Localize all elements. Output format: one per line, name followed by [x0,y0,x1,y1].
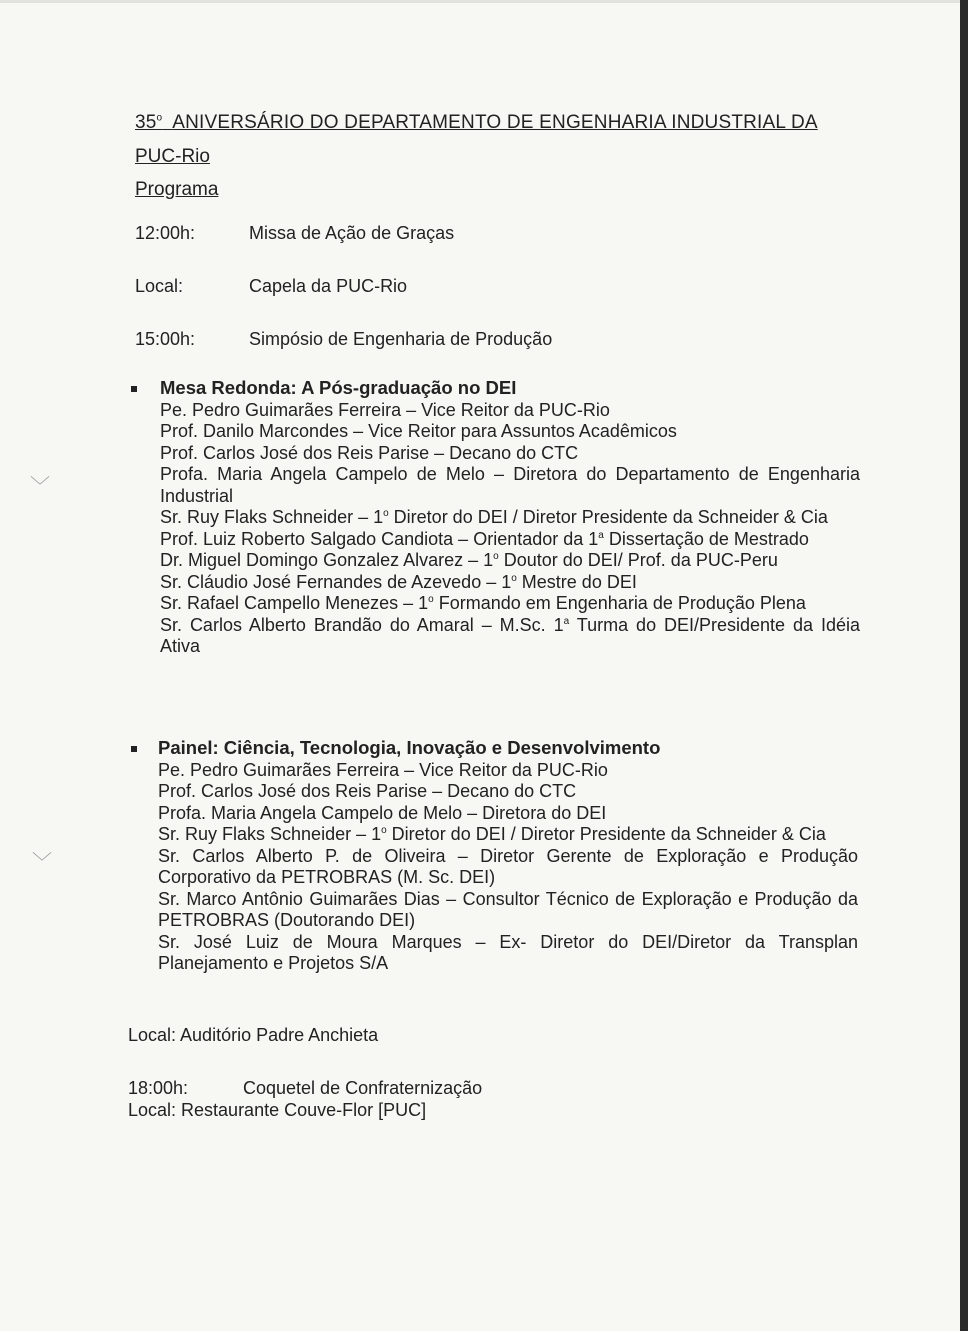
document-subtitle: Programa [135,179,219,200]
footer-event: Coquetel de Confraternização [243,1078,483,1098]
painel-section [158,737,858,975]
schedule-event: Simpósio de Engenharia de Produção [249,329,553,349]
scan-artifact-mark: ﹀ [30,476,50,498]
document-title-continued: PUC-Rio [135,146,210,167]
bullet-icon [131,386,137,392]
participant-line: Profa. Maria Angela Campelo de Melo – Diretora do DEI [158,802,607,823]
participant-line: Pe. Pedro Guimarães Ferreira – Vice Reitor da PUC-Rio [160,399,610,420]
participant-line: Sr. Ruy Flaks Schneider – 1$^o$ Diretor do DEI / Diretor Presidente da Schneider & Cia [160,507,828,527]
section-heading: Painel: Ciência, Tecnologia, Inovação e Desenvolvimento [158,737,661,758]
participant-line: Sr. Ruy Flaks Schneider – 1$^o$ Diretor do DEI / Diretor Presidente da Schneider & Cia [158,824,826,844]
participant-line: Prof. Luiz Roberto Salgado Candiota – Orientador da 1$^a$ Dissertação de Mestrado [160,528,809,549]
document-title: 35$^o$ ANIVERSÁRIO DO DEPARTAMENTO DE ENGENHARIA INDUSTRIAL DA [135,112,818,133]
participant-line: Profa. Maria Angela Campelo de Melo – Diretora do Departamento de Engenharia Industrial [160,464,860,506]
participant-line: Prof. Danilo Marcondes – Vice Reitor para Assuntos Acadêmicos [160,421,677,441]
schedule-event: Missa de Ação de Graças [249,223,455,243]
scan-artifact-mark: ﹀ [32,852,52,874]
scan-right-edge [960,0,968,1331]
schedule-time: 12:00h: [135,223,196,243]
schedule-local: Capela da PUC-Rio [249,276,408,296]
scan-top-edge [0,0,968,3]
participant-line: Sr. Cláudio José Fernandes de Azevedo – 1$^o$ Mestre do DEI [160,571,637,592]
participant-line: Sr. José Luiz de Moura Marques – Ex- Diretor do DEI/Diretor da Transplan Planejamento e Projetos S/A [158,931,858,973]
mesa-redonda-section [160,377,860,658]
footer-local: Local: Auditório Padre Anchieta [128,1025,379,1045]
participant-line: Sr. Carlos Alberto P. de Oliveira – Diretor Gerente de Exploração e Produção Corporativo da PETROBRAS (M. Sc. DEI) [158,845,858,887]
section-heading: Mesa Redonda: A Pós-graduação no DEI [160,377,517,398]
schedule-time: 15:00h: [135,329,196,349]
footer-time-label: 18:00h: [128,1078,189,1098]
participant-line: Sr. Marco Antônio Guimarães Dias – Consultor Técnico de Exploração e Produção da PETROBRAS (Doutorando DEI) [158,888,858,930]
footer-local: Local: Restaurante Couve-Flor [PUC] [128,1100,427,1120]
participant-line: Prof. Carlos José dos Reis Parise – Decano do CTC [160,442,579,463]
schedule-local-label: Local: [135,276,184,296]
participant-line: Pe. Pedro Guimarães Ferreira – Vice Reitor da PUC-Rio [158,759,608,780]
bullet-icon [131,746,137,752]
participant-line: Sr. Carlos Alberto Brandão do Amaral – M.Sc. 1$^a$ Turma do DEI/Presidente da Idéia Ativa [160,614,860,656]
participant-line: Sr. Rafael Campello Menezes – 1$^o$ Formando em Engenharia de Produção Plena [160,593,806,613]
participant-line: Prof. Carlos José dos Reis Parise – Decano do CTC [158,781,577,801]
participant-line: Dr. Miguel Domingo Gonzalez Alvarez – 1$^o$ Doutor do DEI/ Prof. da PUC-Peru [160,550,778,570]
